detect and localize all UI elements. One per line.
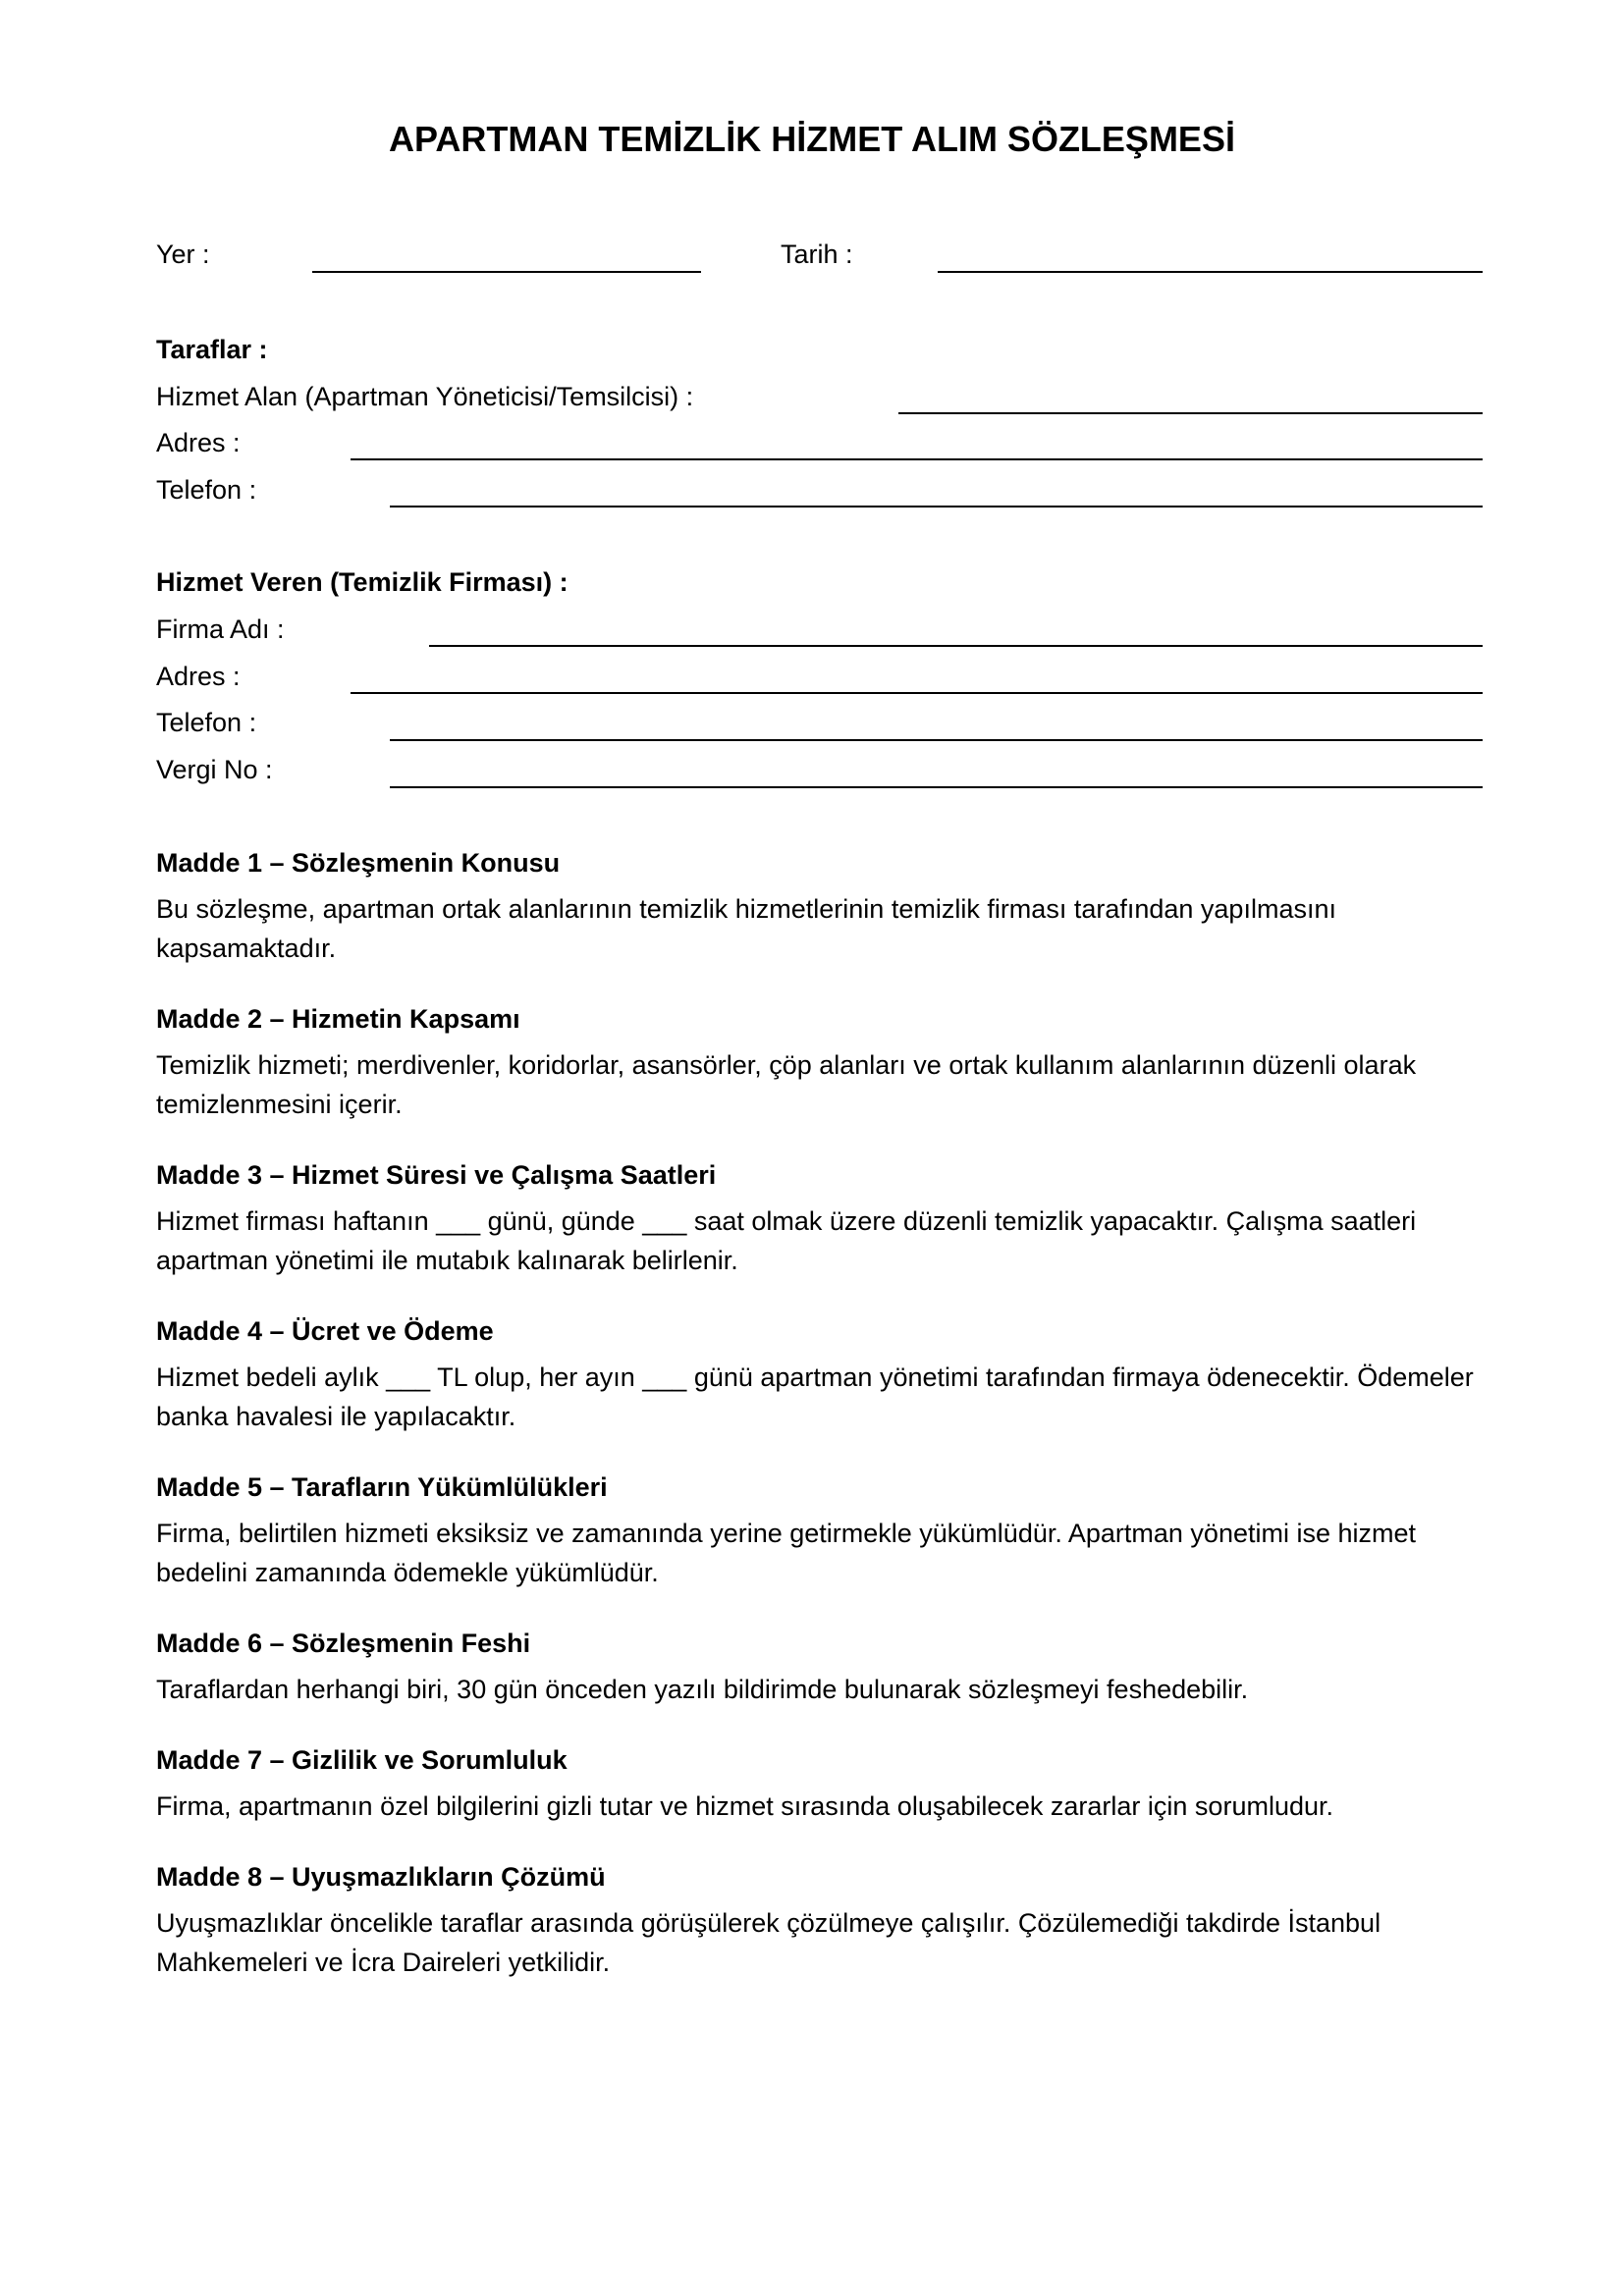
article-1-body: Bu sözleşme, apartman ortak alanlarının temizlik hizmetlerinin temizlik firması tarafından yapılmasını kapsamaktadır. <box>156 894 1336 963</box>
article-5-heading: Madde 5 – Tarafların Yükümlülükleri <box>156 1472 608 1502</box>
parties-heading: Taraflar : <box>156 335 268 364</box>
client-address-label: Adres : <box>156 428 241 457</box>
client-fill-line[interactable] <box>898 412 1483 414</box>
article-6-heading: Madde 6 – Sözleşmenin Feshi <box>156 1629 531 1658</box>
document-title: APARTMAN TEMİZLİK HİZMET ALIM SÖZLEŞMESİ <box>389 119 1235 159</box>
tax-number-fill-line[interactable] <box>390 786 1483 788</box>
provider-address-label: Adres : <box>156 662 241 691</box>
article-2-heading: Madde 2 – Hizmetin Kapsamı <box>156 1004 520 1034</box>
article-3-body: Hizmet firması haftanın ___ günü, günde ___ saat olmak üzere düzenli temizlik yapacaktır. Çalışma saatleri apartman yönetimi ile mutabık kalınarak belirlenir. <box>156 1206 1417 1275</box>
provider-phone-fill-line[interactable] <box>390 739 1483 741</box>
article-7-heading: Madde 7 – Gizlilik ve Sorumluluk <box>156 1745 568 1775</box>
place-label: Yer : <box>156 240 210 269</box>
article-5-body: Firma, belirtilen hizmeti eksiksiz ve zamanında yerine getirmekle yükümlüdür. Apartman yönetimi ise hizmet bedelini zamanında ödemekle yükümlüdür. <box>156 1519 1417 1587</box>
article-2-body: Temizlik hizmeti; merdivenler, koridorlar, asansörler, çöp alanları ve ortak kullanım alanlarının düzenli olarak temizlenmesini içerir. <box>156 1050 1417 1119</box>
date-fill-line[interactable] <box>938 271 1483 273</box>
article-8-heading: Madde 8 – Uyuşmazlıkların Çözümü <box>156 1862 606 1892</box>
article-3-heading: Madde 3 – Hizmet Süresi ve Çalışma Saatleri <box>156 1160 717 1190</box>
client-phone-label: Telefon : <box>156 475 257 505</box>
provider-heading: Hizmet Veren (Temizlik Firması) : <box>156 567 568 597</box>
article-4-body: Hizmet bedeli aylık ___ TL olup, her ayın ___ günü apartman yönetimi tarafından firmaya ödenecektir. Ödemeler banka havalesi ile yapılacaktır. <box>156 1362 1474 1431</box>
date-label: Tarih : <box>781 240 853 269</box>
place-fill-line[interactable] <box>312 271 701 273</box>
client-address-fill-line[interactable] <box>351 458 1483 460</box>
provider-address-fill-line[interactable] <box>351 692 1483 694</box>
article-1-heading: Madde 1 – Sözleşmenin Konusu <box>156 848 561 878</box>
provider-phone-label: Telefon : <box>156 708 257 737</box>
company-name-label: Firma Adı : <box>156 614 285 644</box>
article-7-body: Firma, apartmanın özel bilgilerini gizli tutar ve hizmet sırasında oluşabilecek zararlar için sorumludur. <box>156 1791 1333 1821</box>
tax-number-label: Vergi No : <box>156 755 273 784</box>
article-6-body: Taraflardan herhangi biri, 30 gün önceden yazılı bildirimde bulunarak sözleşmeyi feshedebilir. <box>156 1675 1249 1704</box>
company-name-fill-line[interactable] <box>429 645 1483 647</box>
client-phone-fill-line[interactable] <box>390 506 1483 507</box>
article-4-heading: Madde 4 – Ücret ve Ödeme <box>156 1316 494 1346</box>
article-8-body: Uyuşmazlıklar öncelikle taraflar arasında görüşülerek çözülmeye çalışılır. Çözülemediği takdirde İstanbul Mahkemeleri ve İcra Daireleri yetkilidir. <box>156 1908 1381 1977</box>
client-label: Hizmet Alan (Apartman Yöneticisi/Temsilcisi) : <box>156 382 694 411</box>
